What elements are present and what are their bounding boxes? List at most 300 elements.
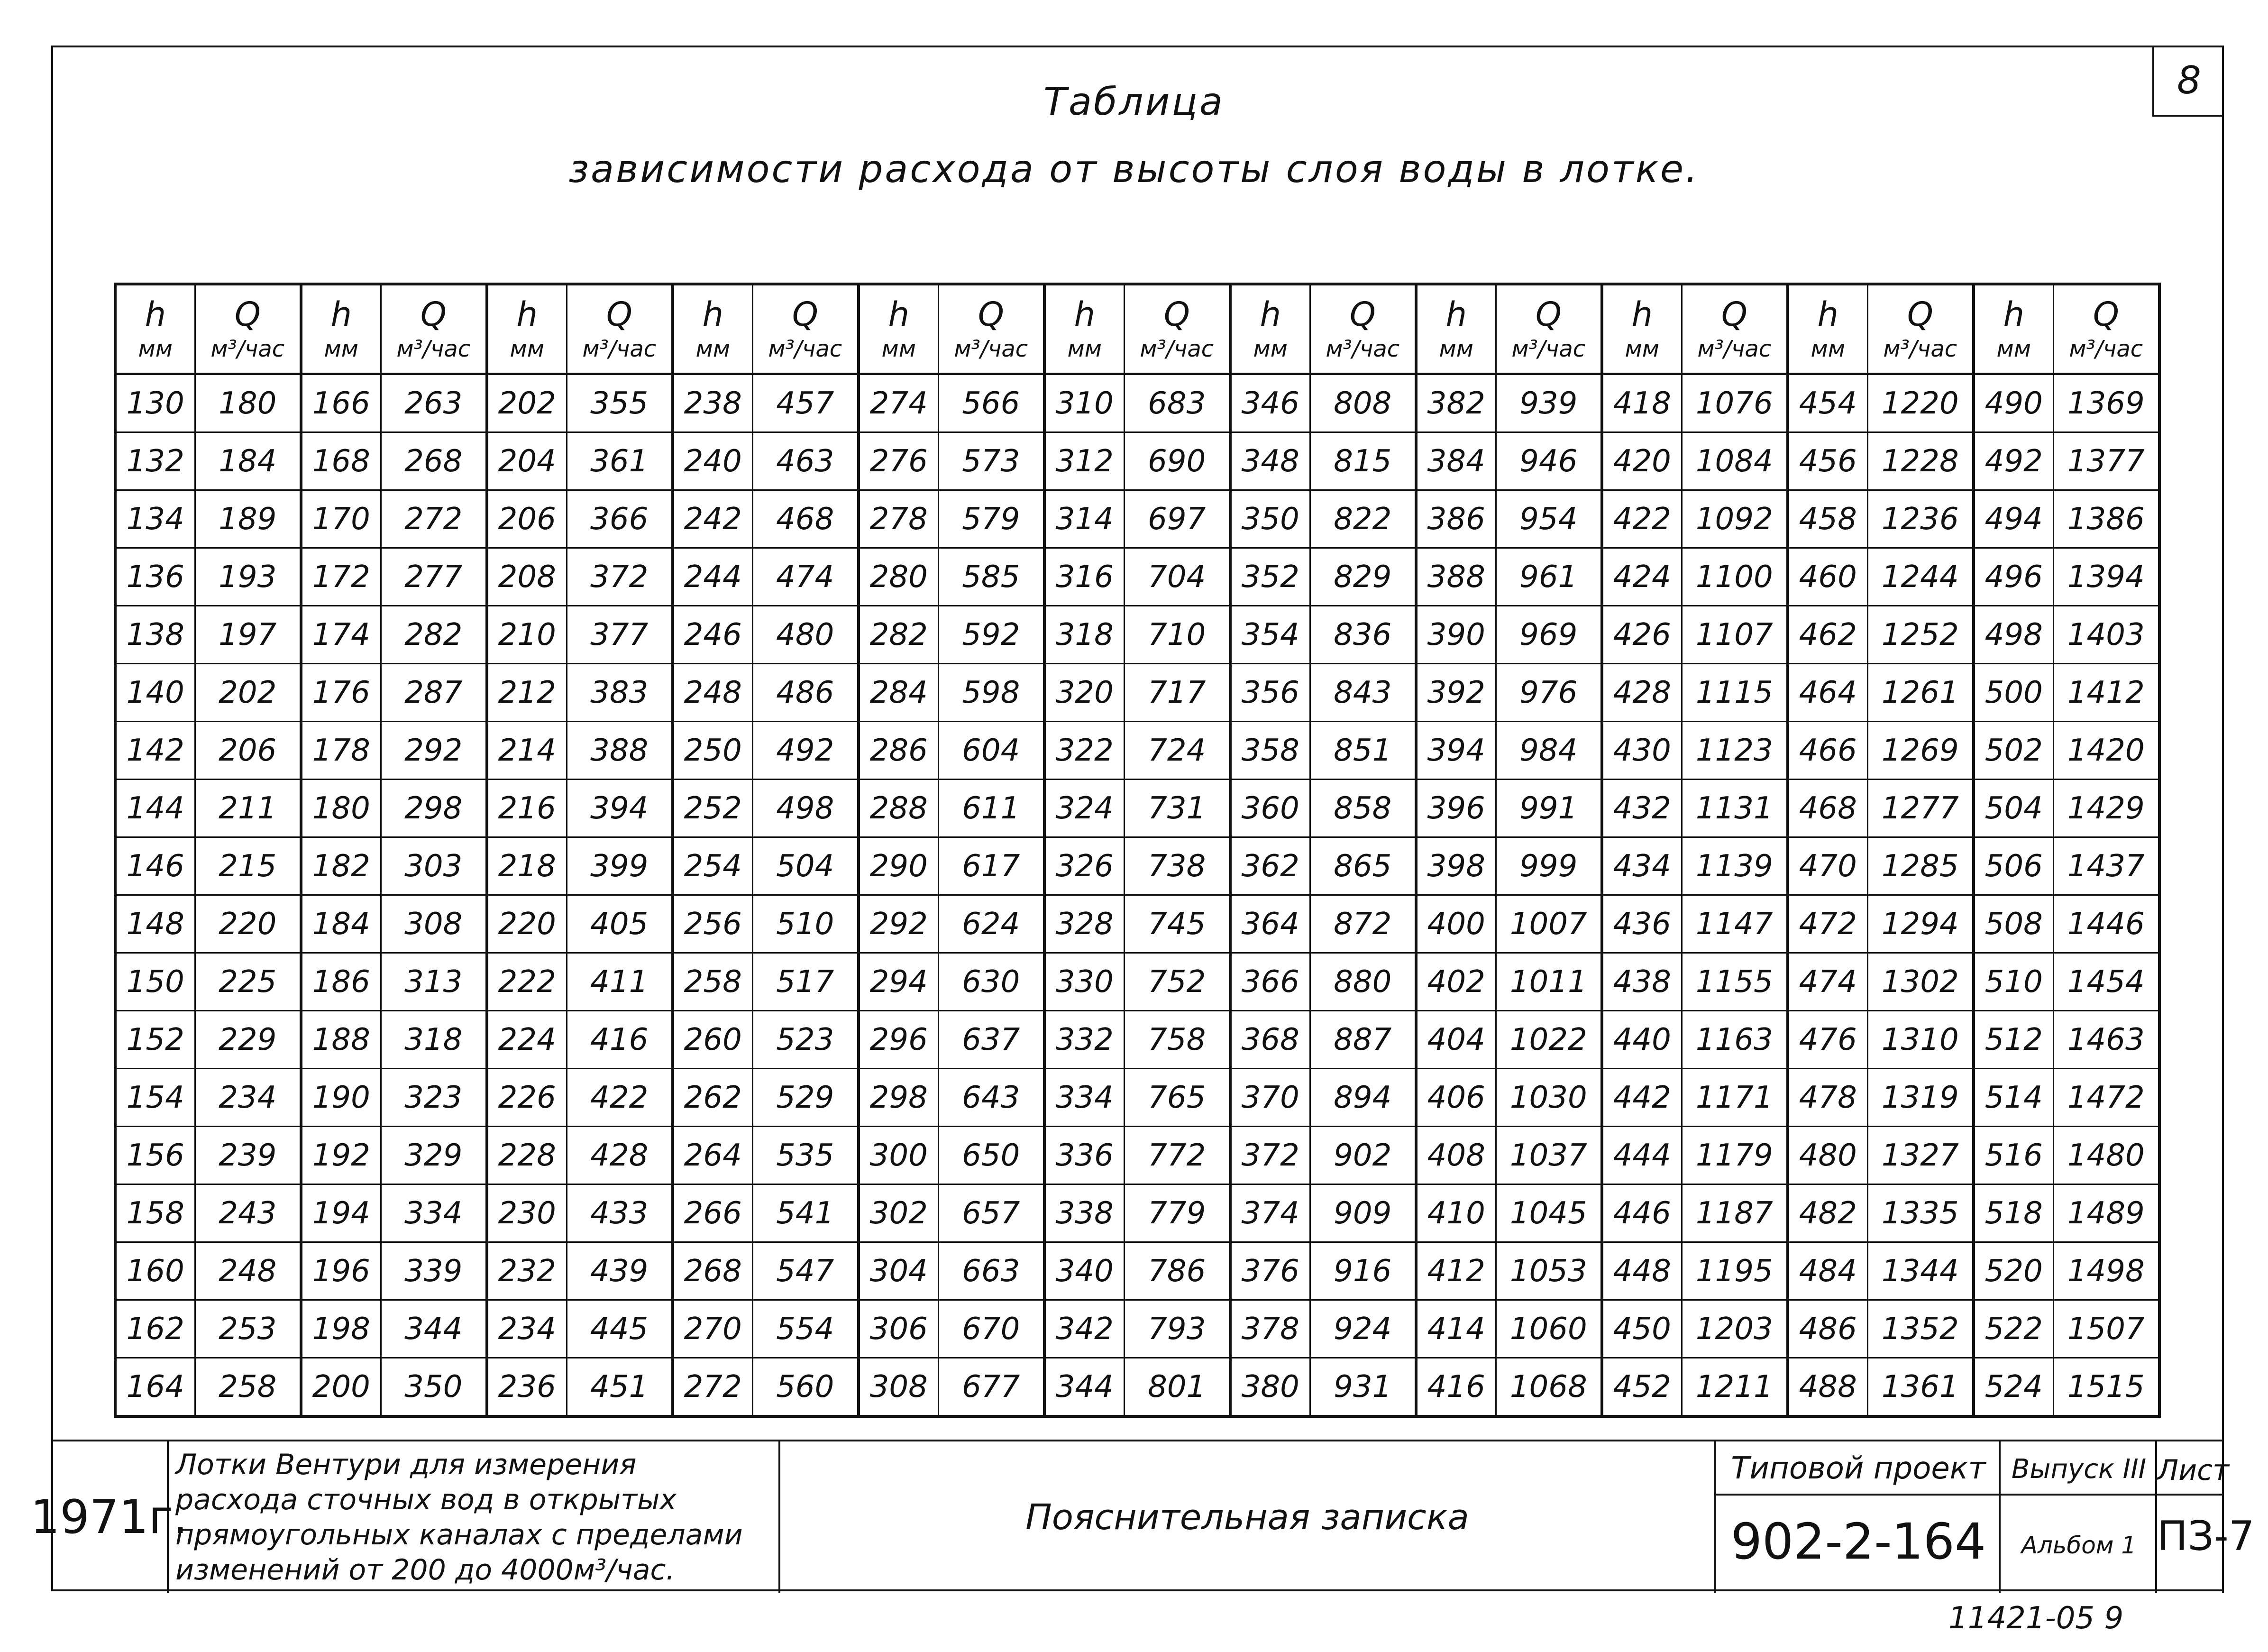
cell-flow-m3h: 779 [1124,1184,1230,1242]
cell-flow-m3h: 1429 [2053,780,2159,837]
cell-height-mm: 208 [487,548,567,606]
cell-height-mm: 390 [1416,606,1496,664]
header-unit: м³/час [1326,335,1400,362]
header-symbol: Q [420,295,447,334]
cell-height-mm: 494 [1974,490,2053,548]
header-symbol: Q [234,295,261,334]
cell-height-mm: 282 [859,606,938,664]
cell-height-mm: 516 [1974,1127,2053,1184]
cell-flow-m3h: 573 [938,432,1044,490]
cell-height-mm: 476 [1788,1011,1867,1069]
cell-flow-m3h: 258 [195,1358,301,1417]
cell-flow-m3h: 991 [1496,780,1602,837]
header-unit: мм [1439,335,1473,362]
cell-height-mm: 274 [859,374,938,432]
cell-flow-m3h: 1007 [1496,895,1602,953]
cell-height-mm: 206 [487,490,567,548]
cell-height-mm: 378 [1230,1300,1310,1358]
project-cell [1716,1441,2001,1593]
cell-height-mm: 508 [1974,895,2053,953]
cell-height-mm: 424 [1602,548,1682,606]
column-header-h [859,284,938,374]
cell-flow-m3h: 697 [1124,490,1230,548]
table-row [115,1011,2159,1069]
cell-height-mm: 382 [1416,374,1496,432]
cell-height-mm: 520 [1974,1242,2053,1300]
header-symbol: Q [1535,295,1562,334]
cell-height-mm: 420 [1602,432,1682,490]
table-row [115,432,2159,490]
cell-height-mm: 242 [673,490,752,548]
cell-flow-m3h: 704 [1124,548,1230,606]
cell-height-mm: 316 [1044,548,1124,606]
cell-height-mm: 284 [859,664,938,722]
cell-flow-m3h: 924 [1310,1300,1416,1358]
cell-height-mm: 258 [673,953,752,1011]
cell-flow-m3h: 731 [1124,780,1230,837]
cell-flow-m3h: 1060 [1496,1300,1602,1358]
issue-cell [2001,1441,2157,1593]
cell-height-mm: 328 [1044,895,1124,953]
cell-height-mm: 276 [859,432,938,490]
cell-height-mm: 502 [1974,722,2053,780]
cell-height-mm: 218 [487,837,567,895]
cell-height-mm: 140 [115,664,195,722]
cell-height-mm: 330 [1044,953,1124,1011]
cell-flow-m3h: 215 [195,837,301,895]
header-symbol: Q [978,295,1004,334]
cell-flow-m3h: 683 [1124,374,1230,432]
cell-height-mm: 300 [859,1127,938,1184]
cell-flow-m3h: 801 [1124,1358,1230,1417]
cell-height-mm: 202 [487,374,567,432]
cell-flow-m3h: 1068 [1496,1358,1602,1417]
cell-flow-m3h: 1236 [1867,490,1974,548]
cell-height-mm: 444 [1602,1127,1682,1184]
cell-flow-m3h: 976 [1496,664,1602,722]
cell-height-mm: 248 [673,664,752,722]
cell-height-mm: 192 [301,1127,381,1184]
cell-flow-m3h: 916 [1310,1242,1416,1300]
cell-height-mm: 384 [1416,432,1496,490]
cell-height-mm: 368 [1230,1011,1310,1069]
column-header-q [1496,284,1602,374]
cell-height-mm: 336 [1044,1127,1124,1184]
cell-flow-m3h: 253 [195,1300,301,1358]
cell-flow-m3h: 650 [938,1127,1044,1184]
column-header-h [673,284,752,374]
header-unit: мм [1625,335,1659,362]
cell-height-mm: 166 [301,374,381,432]
cell-flow-m3h: 717 [1124,664,1230,722]
cell-height-mm: 186 [301,953,381,1011]
cell-height-mm: 356 [1230,664,1310,722]
cell-flow-m3h: 887 [1310,1011,1416,1069]
cell-height-mm: 294 [859,953,938,1011]
cell-height-mm: 134 [115,490,195,548]
cell-height-mm: 238 [673,374,752,432]
cell-height-mm: 190 [301,1069,381,1127]
cell-height-mm: 212 [487,664,567,722]
column-header-q [2053,284,2159,374]
cell-height-mm: 290 [859,837,938,895]
cell-height-mm: 250 [673,722,752,780]
archive-code: 11421-05 9 [1948,1601,2124,1636]
cell-flow-m3h: 189 [195,490,301,548]
column-header-h [1044,284,1124,374]
header-symbol: h [1445,295,1467,334]
cell-flow-m3h: 836 [1310,606,1416,664]
header-symbol: Q [792,295,818,334]
cell-flow-m3h: 1472 [2053,1069,2159,1127]
cell-flow-m3h: 504 [752,837,859,895]
header-symbol: h [888,295,909,334]
cell-height-mm: 408 [1416,1127,1496,1184]
cell-flow-m3h: 1437 [2053,837,2159,895]
cell-flow-m3h: 865 [1310,837,1416,895]
cell-flow-m3h: 1377 [2053,432,2159,490]
cell-height-mm: 400 [1416,895,1496,953]
cell-flow-m3h: 517 [752,953,859,1011]
cell-flow-m3h: 1446 [2053,895,2159,953]
table-row [115,953,2159,1011]
cell-height-mm: 318 [1044,606,1124,664]
cell-height-mm: 496 [1974,548,2053,606]
column-header-h [1788,284,1867,374]
cell-height-mm: 338 [1044,1184,1124,1242]
cell-flow-m3h: 268 [381,432,487,490]
cell-flow-m3h: 1269 [1867,722,1974,780]
cell-flow-m3h: 287 [381,664,487,722]
cell-height-mm: 264 [673,1127,752,1184]
cell-height-mm: 466 [1788,722,1867,780]
table-row [115,722,2159,780]
cell-height-mm: 434 [1602,837,1682,895]
project-label: Типовой проект [1731,1451,1986,1486]
cell-height-mm: 492 [1974,432,2053,490]
cell-height-mm: 344 [1044,1358,1124,1417]
cell-height-mm: 236 [487,1358,567,1417]
cell-flow-m3h: 416 [567,1011,673,1069]
table-row [115,837,2159,895]
cell-height-mm: 308 [859,1358,938,1417]
cell-flow-m3h: 366 [567,490,673,548]
cell-flow-m3h: 1139 [1682,837,1788,895]
header-symbol: Q [1349,295,1376,334]
cell-height-mm: 178 [301,722,381,780]
cell-flow-m3h: 535 [752,1127,859,1184]
cell-height-mm: 462 [1788,606,1867,664]
cell-flow-m3h: 1454 [2053,953,2159,1011]
cell-height-mm: 304 [859,1242,938,1300]
cell-flow-m3h: 592 [938,606,1044,664]
cell-flow-m3h: 598 [938,664,1044,722]
cell-height-mm: 210 [487,606,567,664]
cell-flow-m3h: 1369 [2053,374,2159,432]
cell-height-mm: 506 [1974,837,2053,895]
header-symbol: h [1817,295,1838,334]
cell-flow-m3h: 498 [752,780,859,837]
header-symbol: Q [1163,295,1190,334]
cell-height-mm: 348 [1230,432,1310,490]
sheet-number: 8 [2152,46,2224,117]
cell-height-mm: 150 [115,953,195,1011]
column-header-q [1310,284,1416,374]
cell-flow-m3h: 677 [938,1358,1044,1417]
header-symbol: h [702,295,723,334]
cell-flow-m3h: 372 [567,548,673,606]
cell-height-mm: 342 [1044,1300,1124,1358]
header-symbol: Q [1721,295,1747,334]
table-row [115,548,2159,606]
cell-height-mm: 428 [1602,664,1682,722]
cell-flow-m3h: 239 [195,1127,301,1184]
cell-height-mm: 426 [1602,606,1682,664]
cell-flow-m3h: 492 [752,722,859,780]
header-unit: мм [138,335,173,362]
cell-flow-m3h: 329 [381,1127,487,1184]
cell-height-mm: 474 [1788,953,1867,1011]
cell-flow-m3h: 1515 [2053,1358,2159,1417]
cell-flow-m3h: 909 [1310,1184,1416,1242]
column-header-q [1124,284,1230,374]
header-symbol: h [516,295,538,334]
cell-height-mm: 278 [859,490,938,548]
header-unit: м³/час [1697,335,1772,362]
cell-height-mm: 254 [673,837,752,895]
cell-height-mm: 458 [1788,490,1867,548]
table-row [115,780,2159,837]
cell-flow-m3h: 793 [1124,1300,1230,1358]
cell-flow-m3h: 1489 [2053,1184,2159,1242]
cell-flow-m3h: 1220 [1867,374,1974,432]
cell-flow-m3h: 292 [381,722,487,780]
cell-height-mm: 438 [1602,953,1682,1011]
cell-flow-m3h: 1319 [1867,1069,1974,1127]
header-symbol: Q [2093,295,2119,334]
cell-height-mm: 524 [1974,1358,2053,1417]
cell-flow-m3h: 339 [381,1242,487,1300]
cell-flow-m3h: 197 [195,606,301,664]
table-row [115,606,2159,664]
cell-height-mm: 232 [487,1242,567,1300]
cell-flow-m3h: 547 [752,1242,859,1300]
sheet-label: Лист [2157,1454,2230,1487]
cell-height-mm: 246 [673,606,752,664]
cell-height-mm: 422 [1602,490,1682,548]
cell-flow-m3h: 969 [1496,606,1602,664]
cell-flow-m3h: 1507 [2053,1300,2159,1358]
cell-flow-m3h: 474 [752,548,859,606]
cell-height-mm: 288 [859,780,938,837]
cell-height-mm: 200 [301,1358,381,1417]
cell-height-mm: 484 [1788,1242,1867,1300]
cell-flow-m3h: 611 [938,780,1044,837]
cell-height-mm: 222 [487,953,567,1011]
cell-height-mm: 416 [1416,1358,1496,1417]
cell-flow-m3h: 445 [567,1300,673,1358]
cell-height-mm: 450 [1602,1300,1682,1358]
cell-flow-m3h: 1045 [1496,1184,1602,1242]
year-cell: 1971г. [51,1441,169,1593]
cell-flow-m3h: 931 [1310,1358,1416,1417]
header-unit: м³/час [2069,335,2143,362]
cell-flow-m3h: 1187 [1682,1184,1788,1242]
cell-flow-m3h: 1195 [1682,1242,1788,1300]
cell-height-mm: 310 [1044,374,1124,432]
cell-flow-m3h: 1107 [1682,606,1788,664]
sheet-cell [2157,1441,2255,1593]
cell-height-mm: 188 [301,1011,381,1069]
explanatory-note-cell: Пояснительная записка [780,1441,1716,1593]
header-symbol: h [1260,295,1281,334]
column-header-q [567,284,673,374]
cell-flow-m3h: 468 [752,490,859,548]
cell-height-mm: 460 [1788,548,1867,606]
cell-flow-m3h: 902 [1310,1127,1416,1184]
cell-height-mm: 162 [115,1300,195,1358]
cell-flow-m3h: 428 [567,1127,673,1184]
cell-flow-m3h: 1022 [1496,1011,1602,1069]
cell-height-mm: 198 [301,1300,381,1358]
cell-height-mm: 130 [115,374,195,432]
cell-flow-m3h: 1030 [1496,1069,1602,1127]
cell-flow-m3h: 1463 [2053,1011,2159,1069]
cell-flow-m3h: 180 [195,374,301,432]
cell-flow-m3h: 999 [1496,837,1602,895]
cell-height-mm: 158 [115,1184,195,1242]
cell-height-mm: 332 [1044,1011,1124,1069]
cell-flow-m3h: 383 [567,664,673,722]
cell-flow-m3h: 422 [567,1069,673,1127]
cell-flow-m3h: 872 [1310,895,1416,953]
cell-flow-m3h: 1277 [1867,780,1974,837]
cell-height-mm: 176 [301,664,381,722]
cell-height-mm: 350 [1230,490,1310,548]
header-unit: м³/час [210,335,285,362]
cell-flow-m3h: 710 [1124,606,1230,664]
column-header-h [301,284,381,374]
cell-height-mm: 340 [1044,1242,1124,1300]
cell-flow-m3h: 690 [1124,432,1230,490]
cell-height-mm: 280 [859,548,938,606]
cell-height-mm: 144 [115,780,195,837]
cell-flow-m3h: 670 [938,1300,1044,1358]
cell-height-mm: 320 [1044,664,1124,722]
cell-flow-m3h: 1310 [1867,1011,1974,1069]
header-symbol: Q [1907,295,1933,334]
cell-flow-m3h: 1386 [2053,490,2159,548]
cell-height-mm: 160 [115,1242,195,1300]
cell-flow-m3h: 486 [752,664,859,722]
column-header-q [752,284,859,374]
cell-height-mm: 142 [115,722,195,780]
header-unit: мм [1253,335,1288,362]
cell-flow-m3h: 1285 [1867,837,1974,895]
column-header-q [1867,284,1974,374]
cell-flow-m3h: 399 [567,837,673,895]
cell-height-mm: 234 [487,1300,567,1358]
cell-height-mm: 268 [673,1242,752,1300]
cell-flow-m3h: 1011 [1496,953,1602,1011]
cell-flow-m3h: 1327 [1867,1127,1974,1184]
cell-flow-m3h: 313 [381,953,487,1011]
cell-height-mm: 174 [301,606,381,664]
cell-flow-m3h: 1203 [1682,1300,1788,1358]
cell-height-mm: 436 [1602,895,1682,953]
description-line: изменений от 200 до 4000м³/час. [175,1553,675,1587]
cell-flow-m3h: 243 [195,1184,301,1242]
cell-height-mm: 216 [487,780,567,837]
cell-height-mm: 364 [1230,895,1310,953]
cell-height-mm: 168 [301,432,381,490]
cell-flow-m3h: 1037 [1496,1127,1602,1184]
cell-flow-m3h: 1084 [1682,432,1788,490]
header-unit: м³/час [1140,335,1214,362]
cell-flow-m3h: 738 [1124,837,1230,895]
cell-flow-m3h: 1092 [1682,490,1788,548]
sheet-code: ПЗ-7 [2157,1513,2255,1560]
cell-height-mm: 240 [673,432,752,490]
header-unit: мм [1811,335,1845,362]
cell-height-mm: 372 [1230,1127,1310,1184]
column-header-h [1602,284,1682,374]
header-symbol: h [2003,295,2024,334]
header-symbol: h [1074,295,1095,334]
cell-height-mm: 292 [859,895,938,953]
cell-height-mm: 266 [673,1184,752,1242]
cell-height-mm: 430 [1602,722,1682,780]
cell-height-mm: 172 [301,548,381,606]
cell-height-mm: 334 [1044,1069,1124,1127]
cell-height-mm: 498 [1974,606,2053,664]
cell-flow-m3h: 880 [1310,953,1416,1011]
cell-height-mm: 412 [1416,1242,1496,1300]
cell-flow-m3h: 480 [752,606,859,664]
column-header-h [1974,284,2053,374]
cell-flow-m3h: 334 [381,1184,487,1242]
cell-flow-m3h: 202 [195,664,301,722]
cell-flow-m3h: 772 [1124,1127,1230,1184]
cell-height-mm: 272 [673,1358,752,1417]
cell-height-mm: 380 [1230,1358,1310,1417]
cell-flow-m3h: 894 [1310,1069,1416,1127]
cell-flow-m3h: 643 [938,1069,1044,1127]
cell-flow-m3h: 184 [195,432,301,490]
cell-height-mm: 518 [1974,1184,2053,1242]
header-unit: мм [881,335,916,362]
cell-height-mm: 488 [1788,1358,1867,1417]
cell-flow-m3h: 361 [567,432,673,490]
cell-height-mm: 402 [1416,953,1496,1011]
cell-flow-m3h: 745 [1124,895,1230,953]
cell-flow-m3h: 1352 [1867,1300,1974,1358]
cell-height-mm: 406 [1416,1069,1496,1127]
cell-flow-m3h: 1344 [1867,1242,1974,1300]
header-unit: м³/час [582,335,657,362]
cell-flow-m3h: 808 [1310,374,1416,432]
header-unit: мм [510,335,544,362]
table-row [115,1300,2159,1358]
cell-height-mm: 230 [487,1184,567,1242]
cell-height-mm: 512 [1974,1011,2053,1069]
cell-height-mm: 482 [1788,1184,1867,1242]
cell-height-mm: 514 [1974,1069,2053,1127]
cell-flow-m3h: 355 [567,374,673,432]
title-block [30,1440,2255,1591]
cell-flow-m3h: 752 [1124,953,1230,1011]
title-block-divider [1716,1494,2224,1496]
